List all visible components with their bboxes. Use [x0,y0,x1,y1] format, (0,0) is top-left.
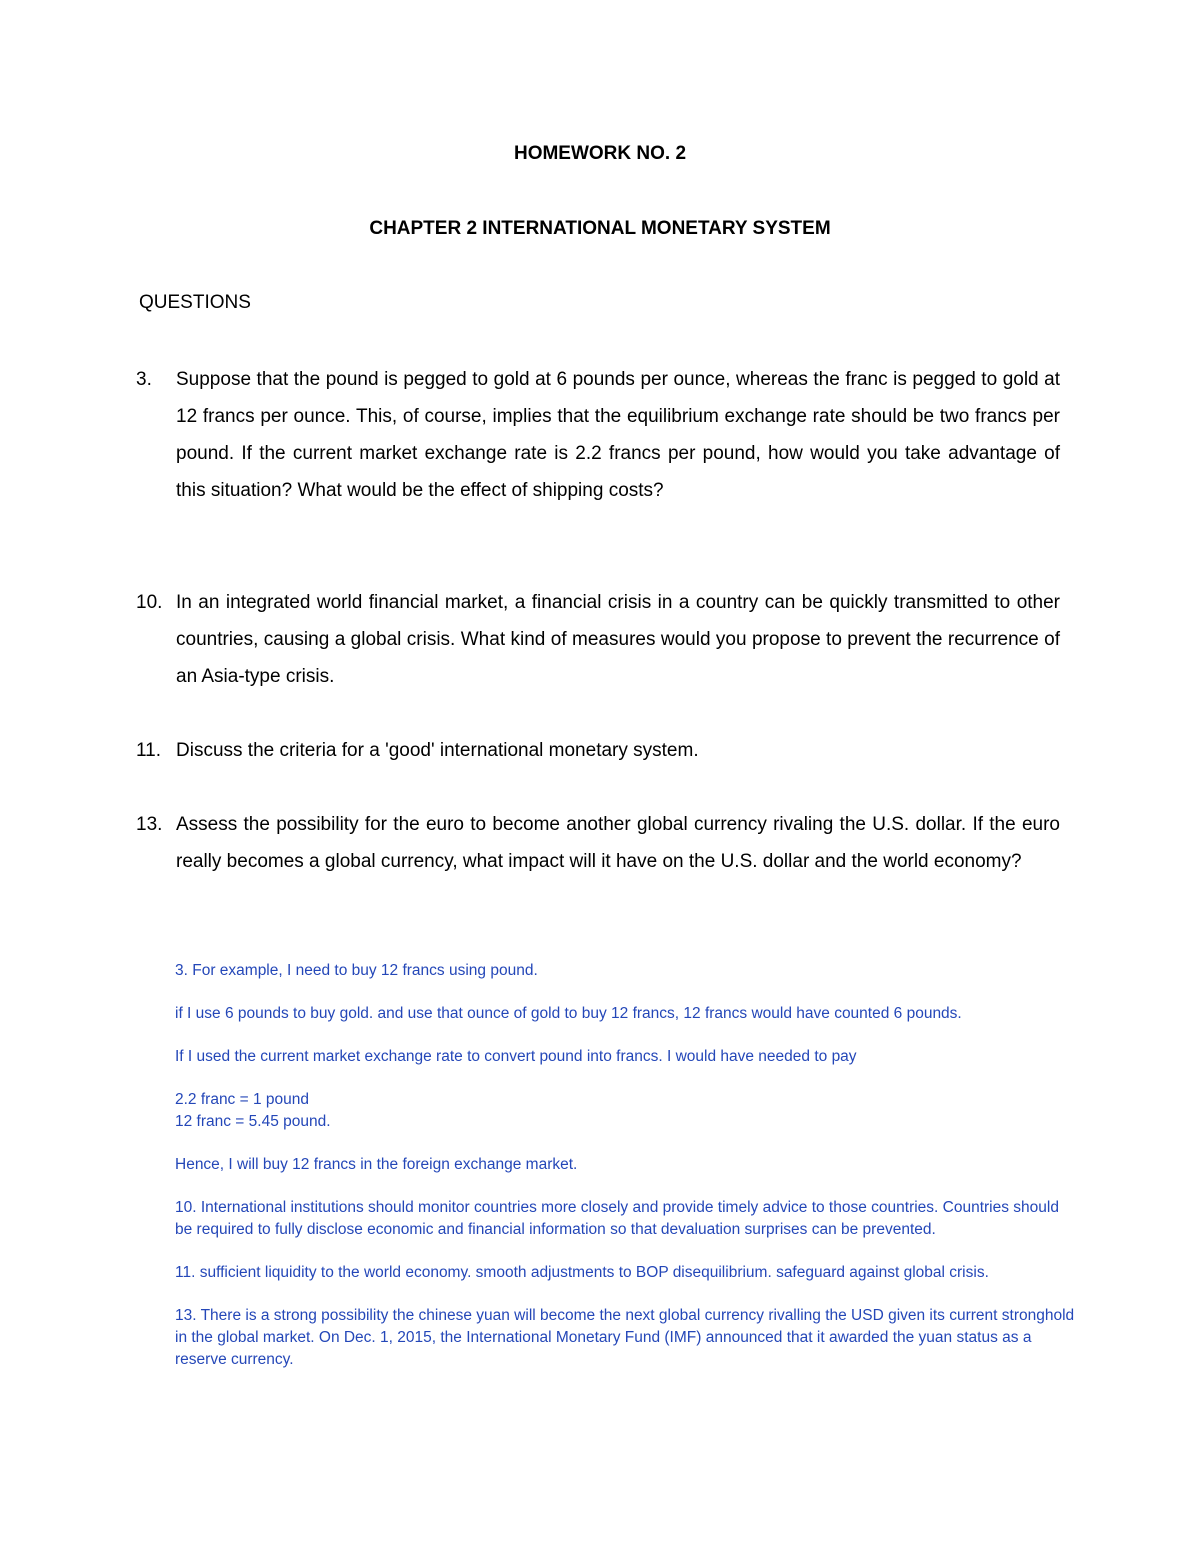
answer-paragraph: 11. sufficient liquidity to the world economy. smooth adjustments to BOP disequilibrium. safeguard against global crisis. [175,1264,989,1281]
questions-label: QUESTIONS [139,292,251,313]
answer-line: 12 franc = 5.45 pound. [175,1113,331,1130]
question-11 [136,732,1060,769]
answer-paragraph: 13. There is a strong possibility the chinese yuan will become the next global currency rivalling the USD given its current stronghold in the global market. On Dec. 1, 2015, the International Monetary Fund (IMF) announced that it awarded the yuan status as a reserve currency. [175,1307,1075,1368]
question-13 [136,806,1060,880]
answer-paragraph: 3. For example, I need to buy 12 francs using pound. [175,962,538,979]
question-3 [136,361,1060,509]
answer-paragraph: Hence, I will buy 12 francs in the foreign exchange market. [175,1156,578,1173]
answer-line: 2.2 franc = 1 pound [175,1091,310,1108]
answer-paragraph: If I used the current market exchange rate to convert pound into francs. I would have needed to pay [175,1048,857,1065]
question-number: 10. [136,592,163,613]
answer-paragraph: if I use 6 pounds to buy gold. and use that ounce of gold to buy 12 francs, 12 francs would have counted 6 pounds. [175,1005,962,1022]
chapter-title: CHAPTER 2 INTERNATIONAL MONETARY SYSTEM [369,218,831,239]
question-number: 13. [136,814,163,835]
answers-block [175,960,1075,1392]
answer-paragraph: 10. International institutions should monitor countries more closely and provide timely advice to those countries. Countries should be required to fully disclose economic and financial information so that devaluation surprises can be prevented. [175,1199,1059,1238]
question-text: Discuss the criteria for a 'good' international monetary system. [176,740,699,761]
question-text: In an integrated world financial market, a financial crisis in a country can be quickly transmitted to other countries, causing a global crisis. What kind of measures would you propose to prevent the recurrence of an Asia-type crisis. [176,592,1060,687]
question-number: 3. [136,369,152,390]
question-number: 11. [136,740,162,761]
question-text: Suppose that the pound is pegged to gold at 6 pounds per ounce, whereas the franc is pegged to gold at 12 francs per ounce. This, of course, implies that the equilibrium exchange rate should be two francs per pound. If the current market exchange rate is 2.2 francs per pound, how would you take advantage of this situation? What would be the effect of shipping costs? [176,369,1060,501]
question-10 [136,584,1060,695]
homework-title: HOMEWORK NO. 2 [513,143,687,164]
question-text: Assess the possibility for the euro to become another global currency rivaling the U.S. dollar. If the euro really becomes a global currency, what impact will it have on the U.S. dollar and the world economy? [176,814,1060,872]
